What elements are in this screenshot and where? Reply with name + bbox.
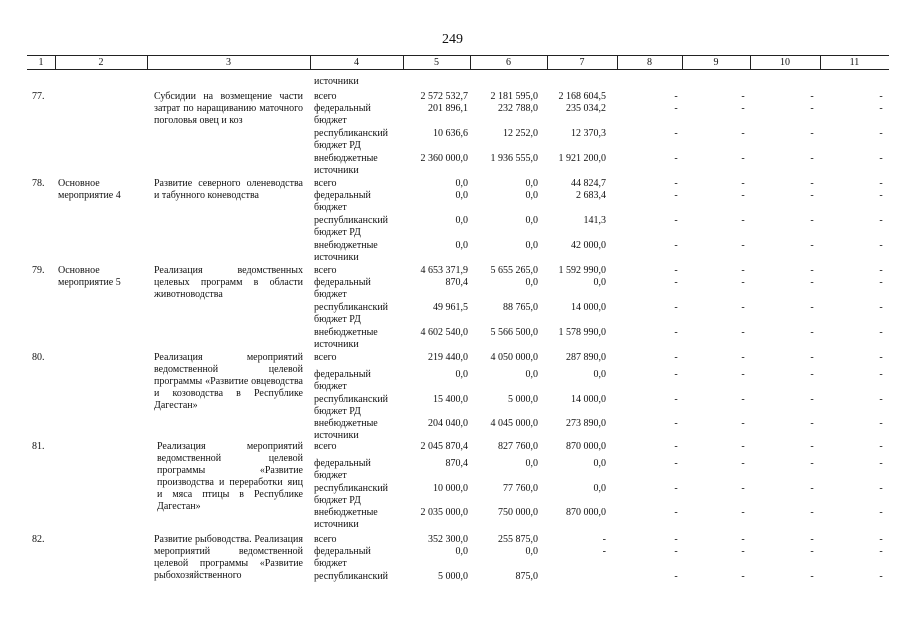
value-col-9: - [741, 483, 745, 494]
source-name: республиканский бюджет РД [314, 302, 389, 325]
value-col-11: - [879, 190, 883, 201]
value-col-9: - [741, 103, 745, 114]
value-col-10: - [810, 153, 814, 164]
value-col-7: 287 890,0 [566, 352, 606, 363]
value-col-9: - [741, 190, 745, 201]
value-col-9: - [741, 327, 745, 338]
value-col-7: - [602, 546, 606, 557]
value-col-8: - [674, 458, 678, 469]
value-col-8: - [674, 571, 678, 582]
value-col-5: 4 653 371,9 [420, 265, 468, 276]
column-number-4: 4 [354, 57, 359, 68]
value-col-11: - [879, 128, 883, 139]
row-description: Реализация мероприятий ведомственной целевой программы «Развитие овцеводства и козоводства в Республике Дагестан» [154, 352, 303, 411]
column-number-3: 3 [226, 57, 231, 68]
value-col-11: - [879, 215, 883, 226]
source-name: республиканский [314, 571, 389, 582]
source-name: внебюджетные источники [314, 153, 378, 176]
value-col-5: 15 400,0 [433, 394, 468, 405]
value-col-6: 0,0 [525, 546, 538, 557]
row-description: Реализация мероприятий ведомственной целевой программы «Развитие производства и переработки яиц и мяса птицы в Республике Дагестан» [157, 441, 303, 512]
source-name: республиканский бюджет РД [314, 128, 389, 151]
value-col-11: - [879, 240, 883, 251]
value-col-5: 2 035 000,0 [420, 507, 468, 518]
value-col-8: - [674, 394, 678, 405]
column-separator [310, 56, 311, 69]
value-col-10: - [810, 302, 814, 313]
value-col-10: - [810, 483, 814, 494]
value-col-7: - [602, 534, 606, 545]
value-col-10: - [810, 571, 814, 582]
source-name: республиканский бюджет РД [314, 394, 389, 417]
value-col-7: 870 000,0 [566, 507, 606, 518]
value-col-8: - [674, 483, 678, 494]
source-name: федеральный бюджет [314, 277, 371, 300]
value-col-11: - [879, 302, 883, 313]
source-name: республиканский бюджет РД [314, 215, 389, 238]
value-col-7: 1 578 990,0 [558, 327, 606, 338]
value-col-10: - [810, 458, 814, 469]
column-number-6: 6 [506, 57, 511, 68]
column-number-2: 2 [98, 57, 104, 68]
column-separator [470, 56, 471, 69]
column-separator [547, 56, 548, 69]
value-col-9: - [741, 215, 745, 226]
source-name: всего [314, 441, 337, 452]
source-name: внебюджетные источники [314, 418, 378, 441]
value-col-8: - [674, 352, 678, 363]
value-col-6: 4 050 000,0 [490, 352, 538, 363]
source-name: федеральный бюджет [314, 458, 371, 481]
value-col-6: 4 045 000,0 [490, 418, 538, 429]
value-col-8: - [674, 327, 678, 338]
value-col-10: - [810, 240, 814, 251]
value-col-7: 44 824,7 [571, 178, 606, 189]
value-col-10: - [810, 352, 814, 363]
value-col-7: 141,3 [583, 215, 606, 226]
value-col-10: - [810, 128, 814, 139]
value-col-7: 0,0 [593, 483, 606, 494]
value-col-7: 2 683,4 [576, 190, 606, 201]
value-col-6: 12 252,0 [503, 128, 538, 139]
value-col-5: 5 000,0 [438, 571, 468, 582]
source-name: республиканский бюджет РД [314, 483, 389, 506]
row-description: Реализация ведомственных целевых программ в области животноводства [154, 265, 303, 300]
value-col-8: - [674, 546, 678, 557]
value-col-11: - [879, 265, 883, 276]
source-name: всего [314, 178, 337, 189]
value-col-8: - [674, 277, 678, 288]
value-col-11: - [879, 153, 883, 164]
column-number-11: 11 [849, 57, 860, 68]
value-col-10: - [810, 507, 814, 518]
value-col-8: - [674, 215, 678, 226]
value-col-7: 12 370,3 [571, 128, 606, 139]
column-separator [820, 56, 821, 69]
value-col-9: - [741, 178, 745, 189]
value-col-7: 2 168 604,5 [558, 91, 606, 102]
value-col-5: 219 440,0 [428, 352, 468, 363]
value-col-11: - [879, 418, 883, 429]
value-col-9: - [741, 265, 745, 276]
value-col-5: 0,0 [455, 240, 468, 251]
value-col-8: - [674, 418, 678, 429]
value-col-5: 0,0 [455, 546, 468, 557]
value-col-9: - [741, 91, 745, 102]
value-col-7: 14 000,0 [571, 302, 606, 313]
value-col-10: - [810, 178, 814, 189]
row-number: 79. [32, 265, 45, 276]
value-col-6: 5 655 265,0 [490, 265, 538, 276]
value-col-9: - [741, 546, 745, 557]
value-col-9: - [741, 240, 745, 251]
page-number: 249 [442, 32, 463, 47]
value-col-8: - [674, 103, 678, 114]
value-col-5: 2 572 532,7 [420, 91, 468, 102]
value-col-7: 273 890,0 [566, 418, 606, 429]
column-separator [750, 56, 751, 69]
value-col-11: - [879, 441, 883, 452]
value-col-6: 0,0 [525, 369, 538, 380]
row-description: Развитие северного оленеводства и табунного коневодства [154, 178, 303, 201]
value-col-6: 0,0 [525, 190, 538, 201]
value-col-10: - [810, 394, 814, 405]
value-col-5: 2 045 870,4 [420, 441, 468, 452]
value-col-8: - [674, 369, 678, 380]
row-description: Развитие рыбоводства. Реализация мероприятий ведомственной целевой программы «Развитие рыбохозяйственного [154, 534, 303, 581]
value-col-7: 0,0 [593, 369, 606, 380]
row-description: Субсидии на возмещение части затрат по наращиванию маточного поголовья овец и коз [154, 91, 303, 126]
header-top-line [27, 55, 889, 56]
value-col-8: - [674, 534, 678, 545]
value-col-11: - [879, 103, 883, 114]
value-col-9: - [741, 441, 745, 452]
value-col-8: - [674, 441, 678, 452]
value-col-10: - [810, 215, 814, 226]
value-col-7: 0,0 [593, 277, 606, 288]
value-col-8: - [674, 507, 678, 518]
value-col-11: - [879, 571, 883, 582]
row-number: 78. [32, 178, 45, 189]
value-col-6: 0,0 [525, 178, 538, 189]
value-col-6: 0,0 [525, 458, 538, 469]
value-col-8: - [674, 302, 678, 313]
source-name: внебюджетные источники [314, 240, 378, 263]
value-col-11: - [879, 327, 883, 338]
value-col-8: - [674, 178, 678, 189]
value-col-10: - [810, 103, 814, 114]
column-number-5: 5 [434, 57, 439, 68]
value-col-5: 352 300,0 [428, 534, 468, 545]
value-col-10: - [810, 190, 814, 201]
row-event: Основное мероприятие 5 [58, 265, 121, 288]
value-col-11: - [879, 507, 883, 518]
value-col-8: - [674, 265, 678, 276]
value-col-9: - [741, 534, 745, 545]
value-col-6: 0,0 [525, 277, 538, 288]
row-number: 82. [32, 534, 45, 545]
value-col-8: - [674, 190, 678, 201]
source-name: федеральный бюджет [314, 369, 371, 392]
column-number-10: 10 [780, 57, 790, 68]
value-col-9: - [741, 458, 745, 469]
value-col-6: 875,0 [515, 571, 538, 582]
column-number-9: 9 [713, 57, 719, 68]
value-col-6: 827 760,0 [498, 441, 538, 452]
value-col-6: 5 000,0 [508, 394, 538, 405]
value-col-9: - [741, 277, 745, 288]
source-name: федеральный бюджет [314, 546, 371, 569]
value-col-5: 0,0 [455, 369, 468, 380]
column-separator [403, 56, 404, 69]
value-col-8: - [674, 91, 678, 102]
value-col-6: 1 936 555,0 [490, 153, 538, 164]
value-col-11: - [879, 277, 883, 288]
source-name: всего [314, 534, 337, 545]
value-col-10: - [810, 277, 814, 288]
source-name: внебюджетные источники [314, 507, 378, 530]
value-col-9: - [741, 507, 745, 518]
column-number-7: 7 [579, 57, 585, 68]
value-col-5: 49 961,5 [433, 302, 468, 313]
value-col-11: - [879, 352, 883, 363]
value-col-10: - [810, 546, 814, 557]
source-name: всего [314, 352, 337, 363]
row-number: 77. [32, 91, 45, 102]
row-number: 80. [32, 352, 45, 363]
value-col-7: 1 921 200,0 [558, 153, 606, 164]
value-col-5: 10 636,6 [433, 128, 468, 139]
carry-over-source: источники [314, 76, 359, 87]
value-col-9: - [741, 128, 745, 139]
value-col-11: - [879, 534, 883, 545]
value-col-10: - [810, 441, 814, 452]
value-col-9: - [741, 418, 745, 429]
value-col-5: 10 000,0 [433, 483, 468, 494]
value-col-6: 750 000,0 [498, 507, 538, 518]
value-col-11: - [879, 178, 883, 189]
value-col-7: 0,0 [593, 458, 606, 469]
value-col-7: 235 034,2 [566, 103, 606, 114]
value-col-8: - [674, 153, 678, 164]
value-col-6: 88 765,0 [503, 302, 538, 313]
value-col-5: 4 602 540,0 [420, 327, 468, 338]
column-number-1: 1 [38, 57, 44, 68]
source-name: федеральный бюджет [314, 190, 371, 213]
value-col-6: 77 760,0 [503, 483, 538, 494]
value-col-11: - [879, 369, 883, 380]
value-col-9: - [741, 352, 745, 363]
source-name: всего [314, 91, 337, 102]
value-col-9: - [741, 153, 745, 164]
value-col-9: - [741, 302, 745, 313]
value-col-10: - [810, 327, 814, 338]
value-col-7: 870 000,0 [566, 441, 606, 452]
value-col-8: - [674, 240, 678, 251]
value-col-5: 201 896,1 [428, 103, 468, 114]
value-col-7: 42 000,0 [571, 240, 606, 251]
value-col-11: - [879, 483, 883, 494]
value-col-10: - [810, 534, 814, 545]
column-number-8: 8 [647, 57, 652, 68]
header-bottom-line [27, 69, 889, 70]
source-name: всего [314, 265, 337, 276]
value-col-11: - [879, 91, 883, 102]
value-col-7: 14 000,0 [571, 394, 606, 405]
value-col-9: - [741, 394, 745, 405]
value-col-10: - [810, 369, 814, 380]
value-col-6: 0,0 [525, 240, 538, 251]
source-name: внебюджетные источники [314, 327, 378, 350]
row-number: 81. [32, 441, 45, 452]
value-col-6: 232 788,0 [498, 103, 538, 114]
value-col-5: 870,4 [445, 458, 468, 469]
value-col-11: - [879, 394, 883, 405]
column-separator [147, 56, 148, 69]
value-col-6: 255 875,0 [498, 534, 538, 545]
value-col-10: - [810, 418, 814, 429]
value-col-8: - [674, 128, 678, 139]
value-col-11: - [879, 546, 883, 557]
value-col-5: 2 360 000,0 [420, 153, 468, 164]
value-col-5: 0,0 [455, 178, 468, 189]
source-name: федеральный бюджет [314, 103, 371, 126]
row-event: Основное мероприятие 4 [58, 178, 121, 201]
value-col-6: 0,0 [525, 215, 538, 226]
value-col-11: - [879, 458, 883, 469]
value-col-10: - [810, 91, 814, 102]
value-col-7: 1 592 990,0 [558, 265, 606, 276]
value-col-5: 870,4 [445, 277, 468, 288]
value-col-9: - [741, 369, 745, 380]
value-col-6: 5 566 500,0 [490, 327, 538, 338]
value-col-9: - [741, 571, 745, 582]
value-col-5: 204 040,0 [428, 418, 468, 429]
column-separator [55, 56, 56, 69]
column-separator [682, 56, 683, 69]
value-col-5: 0,0 [455, 215, 468, 226]
column-separator [617, 56, 618, 69]
value-col-10: - [810, 265, 814, 276]
value-col-5: 0,0 [455, 190, 468, 201]
value-col-6: 2 181 595,0 [490, 91, 538, 102]
